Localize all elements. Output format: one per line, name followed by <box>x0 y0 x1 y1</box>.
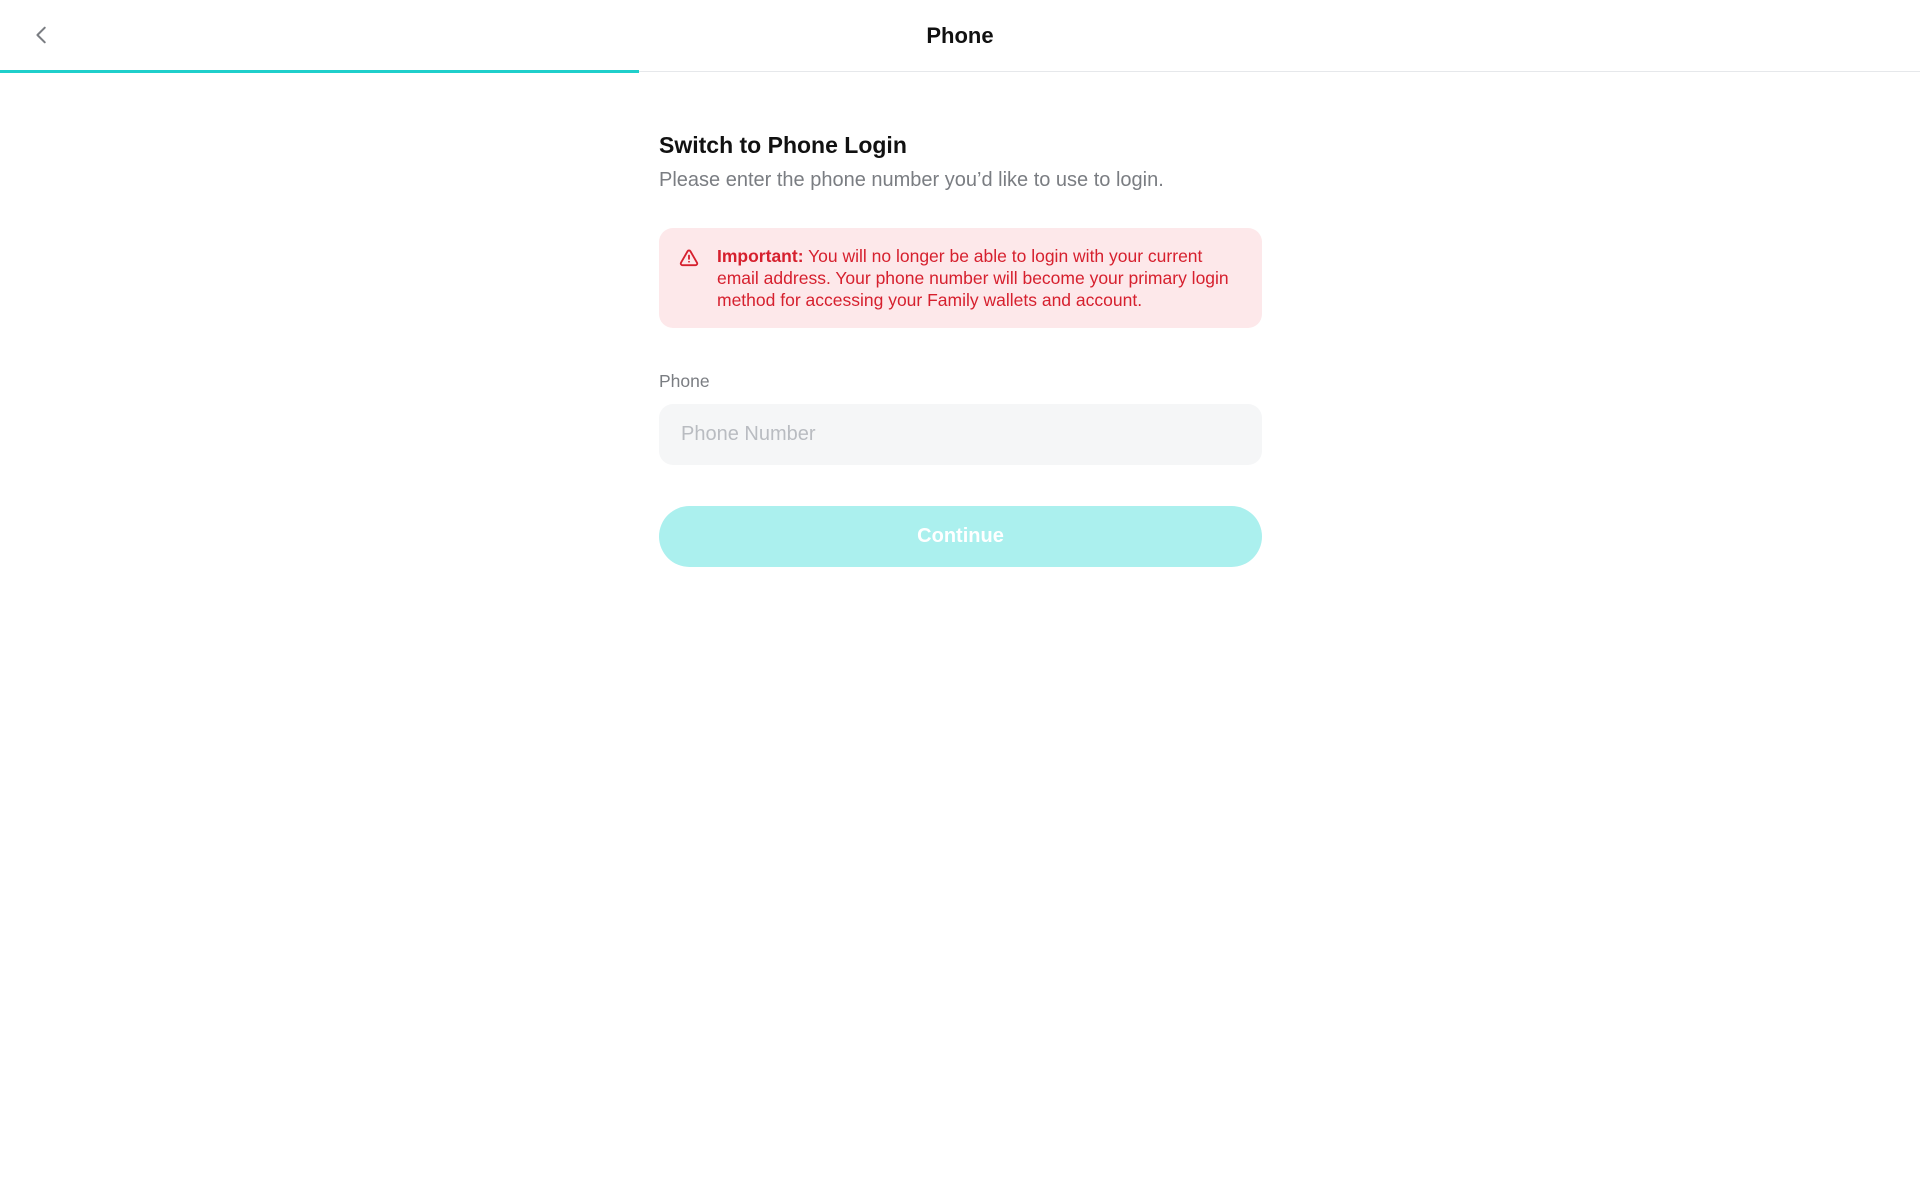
important-alert <box>659 228 1262 328</box>
page-title: Phone <box>926 23 994 48</box>
progress-bar-fill <box>0 70 639 73</box>
section-title: Switch to Phone Login <box>659 132 907 158</box>
phone-number-input[interactable] <box>659 404 1262 465</box>
section-subtitle: Please enter the phone number you’d like to use to login. <box>659 169 1164 191</box>
top-bar <box>0 0 1920 72</box>
continue-button[interactable]: Continue <box>659 506 1262 567</box>
progress-track <box>0 70 1920 73</box>
main-content <box>659 130 1262 567</box>
phone-field-label: Phone <box>659 371 710 391</box>
warning-triangle-icon <box>679 248 699 268</box>
alert-heading: Important: <box>717 246 804 266</box>
alert-message: You will no longer be able to login with your current email address. Your phone number will become your primary login method for accessing your Family wallets and account. <box>717 246 1229 310</box>
